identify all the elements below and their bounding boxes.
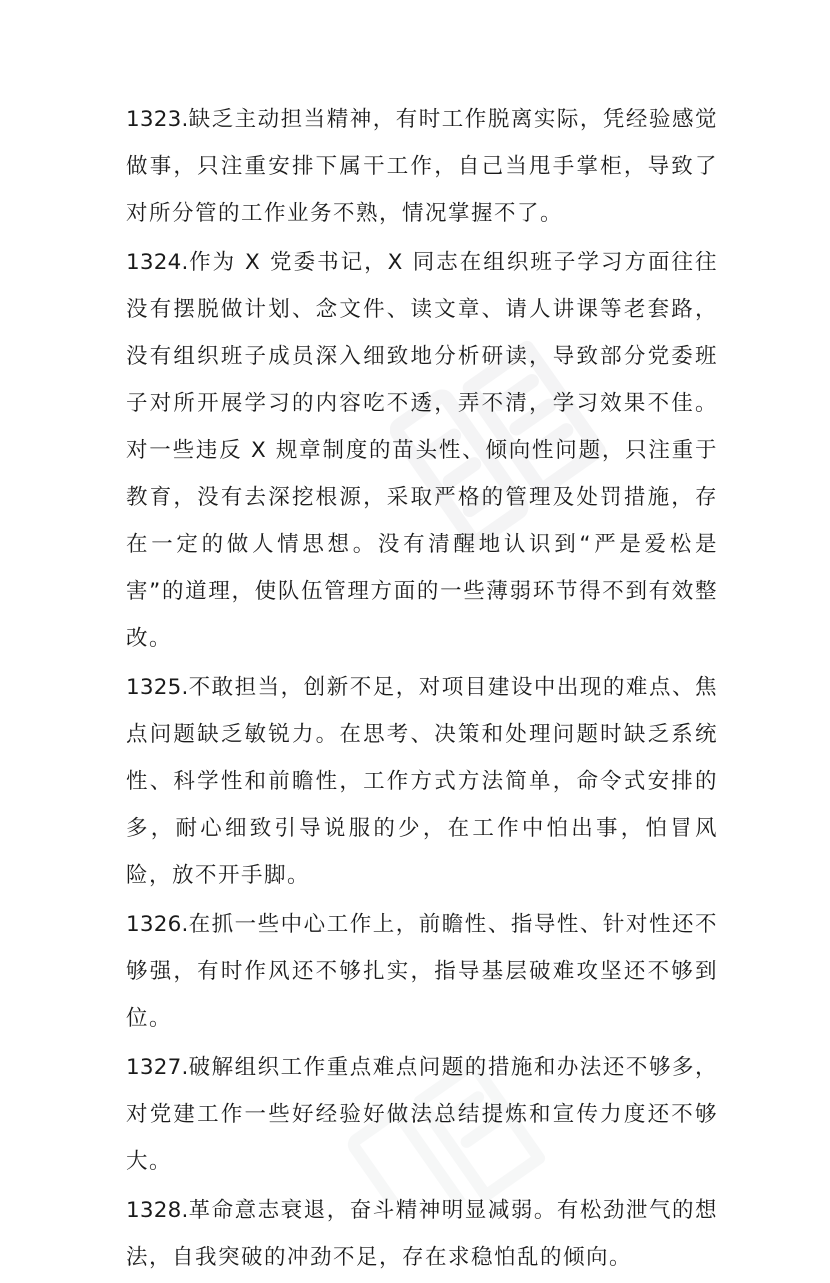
entry-text: 缺乏主动担当精神，有时工作脱离实际，凭经验感觉做事，只注重安排下属干工作，自己当甩手掌柜，导致了对所分管的工作业务不熟，情况掌握不了。 [126,107,718,226]
document-body [126,96,718,1283]
entry-1326 [126,901,718,1042]
entry-number: 1324. [126,250,189,275]
entry-text: 作为 X 党委书记，X 同志在组织班子学习方面往往没有摆脱做计划、念文件、读文章、请人讲课等老套路，没有组织班子成员深入细致地分析研读，导致部分党委班子对所开展学习的内容吃不透，弄不清，学习效果不佳。对一些违反 X 规章制度的苗头性、倾向性问题，只注重于教育，没有去深挖根源，采取严格的管理及处罚措施，存在一定的做人情思想。没有清醒地认识到“严是爱松是害”的道理，使队伍管理方面的一些薄弱环节得不到有效整改。 [126,250,718,651]
entry-number: 1323. [126,107,189,132]
entry-text: 破解组织工作重点难点问题的措施和办法还不够多，对党建工作一些好经验好做法总结提炼和宣传力度还不够大。 [126,1055,718,1174]
entry-text: 在抓一些中心工作上，前瞻性、指导性、针对性还不够强，有时作风还不够扎实，指导基层破难攻坚还不够到位。 [126,912,718,1031]
entry-number: 1325. [126,675,189,700]
entry-number: 1327. [126,1055,189,1080]
entry-text: 不敢担当，创新不足，对项目建设中出现的难点、焦点问题缺乏敏锐力。在思考、决策和处理问题时缺乏系统性、科学性和前瞻性，工作方式方法简单，命令式安排的多，耐心细致引导说服的少，在工作中怕出事，怕冒风险，放不开手脚。 [126,675,718,888]
entry-1324 [126,239,718,662]
entry-number: 1328. [126,1198,189,1223]
entry-text: 革命意志衰退，奋斗精神明显减弱。有松劲泄气的想法，自我突破的冲劲不足，存在求稳怕乱的倾向。 [126,1198,718,1270]
entry-1325 [126,664,718,899]
entry-1327 [126,1044,718,1185]
entry-1323 [126,96,718,237]
entry-number: 1326. [126,912,189,937]
entry-1328 [126,1187,718,1281]
